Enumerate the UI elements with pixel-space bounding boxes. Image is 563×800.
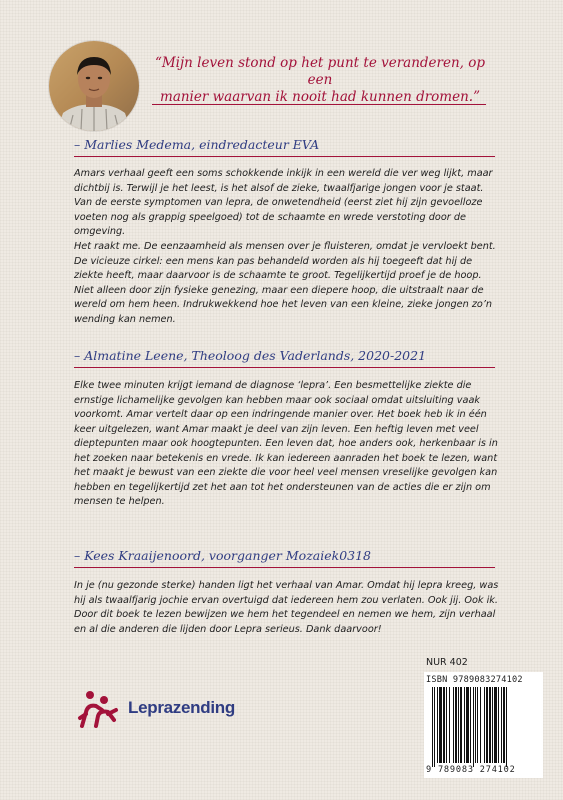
review-author-3: – Kees Kraaijenoord, voorganger Mozaiek0318 [74,548,372,563]
barcode-bar [484,687,485,763]
barcode-bar [503,687,505,763]
barcode-bar [501,687,502,763]
review-2-paragraph-1: Elke twee minuten krijgt iemand de diagnose ‘lepra’. Een besmettelijke ziekte die ernstige lichamelijke gevolgen kan hebben maar ook sociaal omdat uitsluiting vaak voorkomt. Amar vertelt daar op een indringende manier over. Het boek heb ik in één keer uitgelezen, want Amar maakt je deel van zijn leven. Een heftig leven met veel dieptepunten maar ook hoogtepunten. Een leven dat, hoe anders ook, herkenbaar is in het zoeken naar betekenis en vrede. Ik kan iedereen aanraden het boek te lezen, want het maakt je bewust van een ziekte die voor heel veel mensen vreselijke gevolgen kan hebben en tegelijkertijd zet het aan tot het ondersteunen van de acties die er zijn om mensen te helpen. [74,380,498,507]
barcode-bar [492,687,493,763]
barcode-bar [494,687,497,763]
barcode-bar [446,687,447,763]
review-3-paragraph-1: In je (nu gezonde sterke) handen ligt het verhaal van Amar. Omdat hij lepra kreeg, was hij als twaalfjarig jochie ervan overtuigd dat iedereen hem zou verlaten. Ook jij. Ook ik. Door dit boek te lezen bewijzen we hem het tegendeel en nemen we hem, zijn verhaal en al die anderen die lijden door Lepra serieus. Dank daarvoor! [74,580,499,635]
review-1-paragraph-2: Het raakt me. De eenzaamheid als mensen over je fluisteren, omdat je vervloekt bent. De vicieuze cirkel: een mens kan pas behandeld worden als hij toegeeft dat hij de ziekte heeft, maar daarvoor is de schaamte te groot. Tegelijkertijd proef je de hoop. Niet alleen door zijn fysieke genezing, maar een diepere hoop, die uitstraalt naar de wereld om hem heen. Indrukwekkend hoe het leven van een kleine, zieke jongen zo’n wending kan nemen. [74,241,496,325]
barcode-bar [475,687,476,763]
barcode [424,672,543,778]
barcode-digits: 9 789083 274102 [426,765,516,775]
barcode-bar [473,687,474,767]
barcode-bar [443,687,445,763]
barcode-bar [439,687,442,763]
barcode-bar [437,687,438,763]
barcode-bar [480,687,481,763]
review-divider-3 [74,567,495,568]
quote-line-1: “Mijn leven stond op het punt te veranderen, op een [154,55,486,88]
author-portrait [49,41,139,131]
pull-quote [147,55,493,106]
quote-line-2: manier waarvan ik nooit had kunnen dromen.” [160,89,480,105]
review-divider-2 [74,367,495,368]
review-author-2: – Almatine Leene, Theoloog des Vaderlands, 2020-2021 [74,348,427,363]
barcode-bar [458,687,459,763]
barcode-bar [464,687,465,763]
barcode-bar [455,687,457,763]
barcode-bar [460,687,462,763]
barcode-bar [432,687,433,767]
barcode-bar [466,687,469,763]
barcode-bar [453,687,454,763]
barcode-bar [477,687,478,763]
review-divider-1 [74,156,495,157]
barcode-bar [470,687,471,763]
leprazending-figure-icon [76,688,120,728]
barcode-bar [498,687,499,763]
nur-code: NUR 402 [426,657,468,668]
review-author-1: – Marlies Medema, eindredacteur EVA [74,137,320,152]
barcode-bar [506,687,507,767]
barcode-bar [486,687,488,763]
isbn-text: ISBN 9789083274102 [426,675,523,685]
logo-text: Leprazending [128,698,235,717]
barcode-bar [489,687,491,763]
leprazending-logo [76,688,235,728]
barcode-bars [424,672,543,778]
barcode-bar [434,687,435,767]
barcode-bar [449,687,450,763]
review-1-paragraph-1: Amars verhaal geeft een soms schokkende inkijk in een wereld die ver weg lijkt, maar dichtbij is. Terwijl je het leest, is het alsof de zieke, twaalfjarige jongen voor je staat. Van de eerste symptomen van lepra, de onwetendheid (eerst ziet hij zijn gevoelloze voeten nog als grappig speelgoed) tot de schaamte en wrede verstoting door de omgeving. [74,168,493,237]
quote-divider [152,104,486,105]
portrait-image [49,41,139,131]
